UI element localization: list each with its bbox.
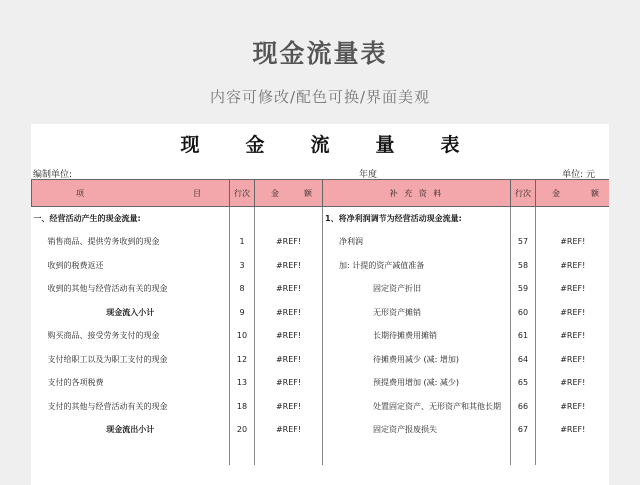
cell-supplementary[interactable] — [323, 442, 511, 466]
cell-line-no-2[interactable]: 66 — [511, 395, 536, 419]
cell-item[interactable]: 收到的税费返还 — [32, 254, 230, 278]
cell-line-no[interactable]: 20 — [230, 418, 255, 442]
sheet-title-char: 量 — [375, 134, 395, 156]
table-row — [32, 324, 610, 348]
cell-line-no[interactable] — [230, 442, 255, 466]
cell-amount-2[interactable]: #REF! — [560, 354, 586, 364]
cell-item[interactable] — [32, 442, 230, 466]
cell-amount[interactable]: #REF! — [255, 348, 323, 372]
cell-amount[interactable]: #REF! — [255, 324, 323, 348]
cell-amount-2[interactable]: #REF! — [560, 425, 586, 435]
cell-amount-2[interactable]: #REF! — [560, 284, 586, 294]
cell-line-no-2[interactable]: 65 — [511, 371, 536, 395]
cell-supplementary[interactable]: 加: 计提的资产减值准备 — [323, 254, 511, 278]
cell-line-no-2[interactable]: 59 — [511, 277, 536, 301]
cell-line-no[interactable]: 12 — [230, 348, 255, 372]
spreadsheet — [31, 124, 609, 485]
cell-line-no[interactable]: 9 — [230, 301, 255, 325]
cell-line-no-2[interactable]: 58 — [511, 254, 536, 278]
banner-subtitle: 内容可修改/配色可换/界面美观 — [209, 88, 431, 106]
cell-supplementary[interactable]: 固定资产报废损失 — [323, 418, 511, 442]
cell-item[interactable]: 现金流出小计 — [32, 418, 230, 442]
table-row — [32, 348, 610, 372]
cell-supplementary[interactable]: 长期待摊费用摊销 — [323, 324, 511, 348]
table-row — [32, 230, 610, 254]
cell-line-no[interactable]: 3 — [230, 254, 255, 278]
header-amount-2: 金 额 — [536, 180, 610, 207]
cell-line-no-2[interactable] — [511, 442, 536, 466]
cell-line-no-2[interactable]: 57 — [511, 230, 536, 254]
header-item: 项 目 — [32, 180, 230, 207]
cell-supplementary[interactable]: 无形资产摊销 — [323, 301, 511, 325]
money-unit-label: 单位: 元 — [562, 170, 595, 180]
year-label: 年度 — [359, 170, 378, 180]
table-row — [32, 442, 610, 466]
cell-item[interactable]: 收到的其他与经营活动有关的现金 — [32, 277, 230, 301]
table-row — [32, 277, 610, 301]
cell-amount-2[interactable]: #REF! — [560, 307, 586, 317]
table-row — [32, 207, 610, 231]
sheet-title-char: 现 — [180, 134, 200, 156]
cell-line-no-2[interactable]: 64 — [511, 348, 536, 372]
cell-item[interactable]: 购买商品、接受劳务支付的现金 — [32, 324, 230, 348]
cell-line-no[interactable]: 8 — [230, 277, 255, 301]
cell-line-no-2[interactable]: 67 — [511, 418, 536, 442]
cell-amount-2[interactable] — [536, 442, 610, 466]
cell-supplementary[interactable]: 预提费用增加 (减: 减少) — [323, 371, 511, 395]
table-row — [32, 301, 610, 325]
cell-item[interactable]: 销售商品、提供劳务收到的现金 — [32, 230, 230, 254]
sheet-title-char: 金 — [245, 134, 265, 156]
cell-line-no-2[interactable]: 61 — [511, 324, 536, 348]
cell-line-no[interactable] — [230, 207, 255, 231]
cell-amount-2[interactable]: #REF! — [560, 401, 586, 411]
cell-line-no[interactable]: 18 — [230, 395, 255, 419]
cell-amount[interactable]: #REF! — [255, 418, 323, 442]
cash-flow-table — [31, 179, 609, 465]
compiling-unit-label: 编制单位: — [33, 170, 73, 180]
cell-amount[interactable]: #REF! — [255, 301, 323, 325]
cell-item[interactable]: 支付的其他与经营活动有关的现金 — [32, 395, 230, 419]
header-line-no-2: 行次 — [511, 180, 536, 207]
sheet-title — [31, 130, 609, 157]
table-row — [32, 371, 610, 395]
cell-amount-2[interactable]: #REF! — [560, 260, 586, 270]
cell-supplementary[interactable]: 1、将净利润调节为经营活动现金流量: — [323, 207, 511, 231]
cell-amount[interactable]: #REF! — [255, 254, 323, 278]
cell-supplementary[interactable]: 处置固定资产、无形资产和其他长期 — [323, 395, 511, 419]
table-header-row — [32, 180, 610, 207]
cell-line-no-2[interactable]: 60 — [511, 301, 536, 325]
cell-amount[interactable]: #REF! — [255, 277, 323, 301]
cell-supplementary[interactable]: 净利润 — [323, 230, 511, 254]
table-row — [32, 395, 610, 419]
cell-amount[interactable]: #REF! — [255, 395, 323, 419]
cell-amount[interactable]: #REF! — [255, 371, 323, 395]
sheet-title-char: 流 — [310, 134, 330, 156]
sheet-title-char: 表 — [440, 134, 460, 156]
cell-line-no[interactable]: 10 — [230, 324, 255, 348]
cell-amount-2[interactable] — [536, 207, 610, 231]
cell-item[interactable]: 一、经营活动产生的现金流量: — [32, 207, 230, 231]
cell-supplementary[interactable]: 固定资产折旧 — [323, 277, 511, 301]
cell-amount[interactable] — [255, 207, 323, 231]
cell-item[interactable]: 支付给职工以及为职工支付的现金 — [32, 348, 230, 372]
table-row — [32, 418, 610, 442]
cell-line-no-2[interactable] — [511, 207, 536, 231]
banner-title: 现金流量表 — [252, 39, 388, 68]
cell-line-no[interactable]: 1 — [230, 230, 255, 254]
cell-amount-2[interactable]: #REF! — [560, 237, 586, 247]
cell-amount[interactable] — [255, 442, 323, 466]
cell-amount-2[interactable]: #REF! — [560, 378, 586, 388]
header-supplementary: 补 充 资 料 — [323, 180, 511, 207]
cell-item[interactable]: 支付的各项税费 — [32, 371, 230, 395]
cell-amount-2[interactable]: #REF! — [560, 331, 586, 341]
cell-line-no[interactable]: 13 — [230, 371, 255, 395]
table-row — [32, 254, 610, 278]
cell-amount[interactable]: #REF! — [255, 230, 323, 254]
cell-item[interactable]: 现金流入小计 — [32, 301, 230, 325]
cell-supplementary[interactable]: 待摊费用减少 (减: 增加) — [323, 348, 511, 372]
header-line-no: 行次 — [230, 180, 255, 207]
header-amount: 金 额 — [255, 180, 323, 207]
